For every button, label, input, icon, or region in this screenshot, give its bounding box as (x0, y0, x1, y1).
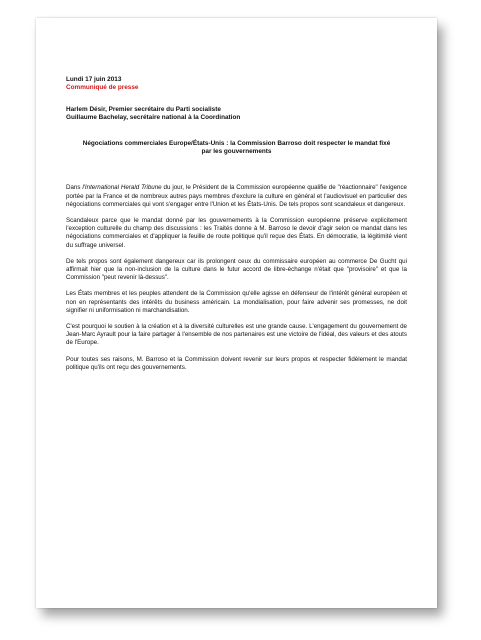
author-line: Guillaume Bachelay, secrétaire national à la Coordination (66, 114, 241, 121)
document-type: Communiqué de presse (66, 84, 139, 91)
paragraph-3: De tels propos sont également dangereux car ils prolongent ceux du commissaire européen au commerce De Gucht qui affirmait hier que la non-inclusion de la culture dans le futur accord de libre-échange n'était que "provisoire" et que la Commission "peut revenir là-dessus". (66, 257, 407, 282)
document-content (66, 76, 407, 380)
paragraph-1 (66, 184, 407, 209)
author-line: Harlem Désir, Premier secrétaire du Parti socialiste (66, 106, 221, 113)
authors-block (66, 106, 407, 122)
document-body (66, 184, 407, 372)
document-page (36, 18, 437, 608)
document-title: Négociations commerciales Europe/États-Unis : la Commission Barroso doit respecter le mandat fixé par les gouvernements (82, 140, 391, 156)
newspaper-name: l'International Herald Tribune (82, 184, 162, 192)
paragraph-1-start: Dans (66, 184, 83, 192)
paragraph-1-rest: du jour, le Président de la Commission européenne qualifie de "réactionnaire" l'exigence portée par la France et de nombreux autres pays membres d'exclure la culture en général et l'audiovisuel en particulier des négociations commerciales qui vont s'engager entre l'Union et les États-Unis. De tels propos sont scandaleux et dangereux. (66, 184, 407, 208)
paragraph-2: Scandaleux parce que le mandat donné par les gouvernements à la Commission européenne préserve explicitement l'exception culturelle du champ des discussions : les Traités donne à M. Barroso le devoir d'agir selon ce mandat dans les négociations commerciales et d'appliquer la feuille de route politique qu'il reçue des États. En démocratie, la légitimité vient du suffrage universel. (66, 217, 407, 249)
paragraph-5: C'est pourquoi le soutien à la création et à la diversité culturelles est une grande cause. L'engagement du gouvernement de Jean-Marc Ayrault pour la faire partager à l'ensemble de nos partenaires est une victoire de l'idéal, des valeurs et des atouts de l'Europe. (66, 323, 407, 347)
paragraph-4: Les États membres et les peuples attendent de la Commission qu'elle agisse en défenseur de l'intérêt général européen et non en représentants des intérêts du business américain. La mondialisation, pour faire advenir ses promesses, ne doit signifier ni uniformisation ni marchandisation. (66, 290, 407, 314)
paragraph-6: Pour toutes ses raisons, M. Barroso et la Commission doivent revenir sur leurs propos et respecter fidèlement le mandat politique qu'ils ont reçu des gouvernements. (66, 355, 407, 371)
document-date: Lundi 17 juin 2013 (66, 76, 122, 83)
